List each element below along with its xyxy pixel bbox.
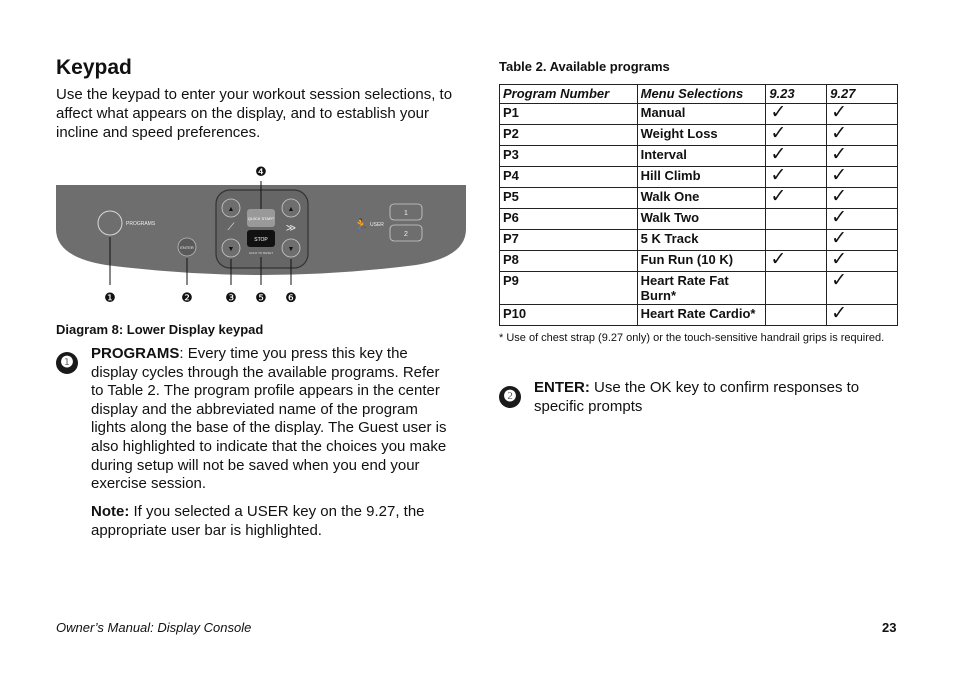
header-923: 9.23 [766, 85, 827, 104]
program-number-cell: P5 [500, 188, 638, 209]
model-927-cell: ✓ [827, 104, 898, 125]
table-row [500, 188, 898, 209]
program-number-cell: P4 [500, 167, 638, 188]
header-menu-selections: Menu Selections [637, 85, 766, 104]
footer-title: Owner’s Manual: Display Console [56, 620, 252, 635]
model-923-cell: ✓ [766, 125, 827, 146]
menu-selection-cell: Hill Climb [637, 167, 766, 188]
menu-selection-cell: Heart Rate Cardio* [637, 305, 766, 326]
menu-selection-cell: Manual [637, 104, 766, 125]
model-927-cell: ✓ [827, 125, 898, 146]
table-row [500, 209, 898, 230]
model-927-cell: ✓ [827, 209, 898, 230]
item-1-text: Every time you press this key the display cycles through the available programs. Refer to Table 2. The program profile appears in the center display and the abbreviated name of the program lights along the base of the display. The Guest user is also highlighted to indicate that the choices you make during setup will not be saved when you end your exercise session. [91, 345, 447, 493]
program-number-cell: P3 [500, 146, 638, 167]
runner-icon: 🏃 [353, 218, 369, 232]
up-arrow-icon: ▲ [287, 206, 295, 213]
callout-6: ❻ [285, 291, 297, 306]
menu-selection-cell: 5 K Track [637, 230, 766, 251]
item-2-term: ENTER: [534, 379, 590, 396]
program-number-cell: P10 [500, 305, 638, 326]
note-paragraph [91, 503, 456, 540]
model-923-cell: ✓ [766, 146, 827, 167]
model-923-cell [766, 272, 827, 305]
programs-key [98, 211, 122, 235]
model-923-cell [766, 230, 827, 251]
page-heading: Keypad [56, 56, 132, 79]
programs-key-label: PROGRAMS [126, 221, 156, 227]
program-number-cell: P6 [500, 209, 638, 230]
item-2-text: Use the OK key to confirm responses to specific prompts [534, 379, 860, 415]
program-number-cell: P1 [500, 104, 638, 125]
table-row [500, 146, 898, 167]
page-number: 23 [882, 620, 897, 635]
down-arrow-icon: ▼ [227, 246, 235, 253]
table-row [500, 104, 898, 125]
program-number-cell: P8 [500, 251, 638, 272]
model-927-cell: ✓ [827, 230, 898, 251]
item-1-term: PROGRAMS [91, 345, 180, 362]
callout-1: ❶ [104, 291, 116, 306]
down-arrow-icon: ▼ [287, 246, 295, 253]
enter-key-label: ENTER [180, 245, 194, 250]
table-body [500, 104, 898, 326]
model-923-cell: ✓ [766, 167, 827, 188]
table-row [500, 167, 898, 188]
callout-5: ❺ [255, 291, 267, 306]
model-923-cell [766, 305, 827, 326]
callout-2: ❷ [181, 291, 193, 306]
table-row [500, 251, 898, 272]
callout-4: ❹ [255, 165, 267, 180]
header-program-number: Program Number [500, 85, 638, 104]
keypad-diagram [56, 157, 466, 307]
diagram-caption: Diagram 8: Lower Display keypad [56, 322, 264, 337]
model-927-cell: ✓ [827, 272, 898, 305]
model-923-cell: ✓ [766, 104, 827, 125]
table-row [500, 230, 898, 251]
item-1-badge: ❶ [56, 352, 78, 374]
quick-start-label: QUICK START [247, 216, 275, 221]
table-row [500, 305, 898, 326]
stop-label: STOP [254, 237, 268, 243]
up-arrow-icon: ▲ [227, 206, 235, 213]
item-2-description [534, 379, 884, 416]
callout-3: ❸ [225, 291, 237, 306]
model-923-cell: ✓ [766, 251, 827, 272]
model-927-cell: ✓ [827, 188, 898, 209]
program-number-cell: P2 [500, 125, 638, 146]
model-927-cell: ✓ [827, 146, 898, 167]
model-927-cell: ✓ [827, 251, 898, 272]
speed-icon: ≫ [285, 223, 297, 234]
table-title: Table 2. Available programs [499, 59, 670, 74]
menu-selection-cell: Walk Two [637, 209, 766, 230]
menu-selection-cell: Interval [637, 146, 766, 167]
menu-selection-cell: Weight Loss [637, 125, 766, 146]
menu-selection-cell: Heart Rate Fat Burn* [637, 272, 766, 305]
item-2-badge: ❷ [499, 386, 521, 408]
model-923-cell [766, 209, 827, 230]
menu-selection-cell: Walk One [637, 188, 766, 209]
user-2-label: 2 [404, 231, 408, 238]
program-number-cell: P9 [500, 272, 638, 305]
item-1-sep: : [179, 345, 188, 362]
table-header-row [500, 85, 898, 104]
program-number-cell: P7 [500, 230, 638, 251]
header-927: 9.27 [827, 85, 898, 104]
note-text: If you selected a USER key on the 9.27, the appropriate user bar is highlighted. [91, 503, 425, 539]
model-927-cell: ✓ [827, 305, 898, 326]
user-label: USER [370, 222, 384, 228]
table-footnote: * Use of chest strap (9.27 only) or the touch-sensitive handrail grips is required. [499, 332, 885, 344]
menu-selection-cell: Fun Run (10 K) [637, 251, 766, 272]
item-1-description [91, 345, 456, 494]
programs-table [499, 84, 898, 326]
model-927-cell: ✓ [827, 167, 898, 188]
stop-sub-label: HOLD TO RESET [248, 251, 274, 255]
table-row [500, 125, 898, 146]
incline-icon: ⟋ [227, 222, 235, 233]
intro-paragraph: Use the keypad to enter your workout session selections, to affect what appears on the display, and to establish your incline and speed preferences. [56, 86, 453, 141]
user-1-label: 1 [404, 210, 408, 217]
table-row [500, 272, 898, 305]
model-923-cell: ✓ [766, 188, 827, 209]
note-label: Note: [91, 503, 130, 520]
